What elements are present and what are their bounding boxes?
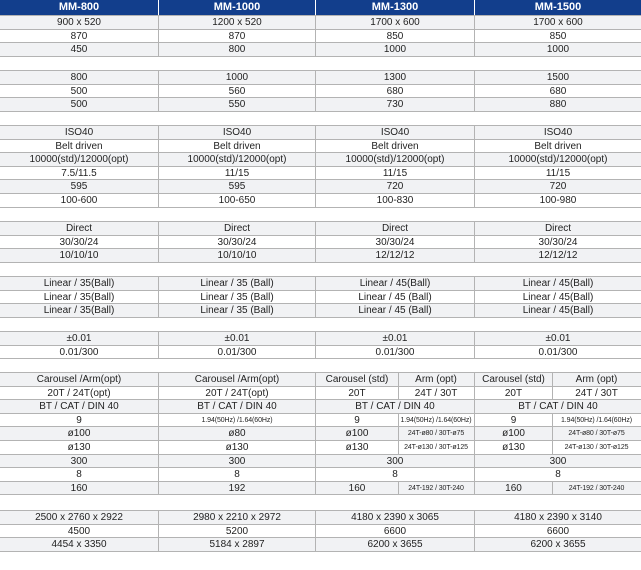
column-divider [158,511,159,552]
spec-row [0,236,641,250]
spec-cell: ø130 [225,442,249,453]
spec-cell: 850 [386,30,404,42]
spec-subcell: Arm (opt) [575,374,618,385]
spec-row [0,126,641,140]
spec-cell: 10/10/10 [217,250,257,262]
spec-subcell: 24T-ø80 / 30T-ø75 [407,430,465,438]
spec-cell: 1500 [546,72,570,83]
spec-cell: ±0.01 [382,333,408,344]
spec-cell: 12/12/12 [375,250,415,262]
column-divider [474,511,475,552]
spec-cell: 30/30/24 [217,236,257,248]
spec-cell: 5184 x 2897 [209,539,265,551]
spec-cell: 870 [228,30,246,42]
spec-cell: 850 [549,30,567,42]
spec-cell: Belt driven [371,140,419,152]
column-divider [474,373,475,495]
spec-cell: Carousel /Arm(opt) [36,374,122,385]
column-divider [474,126,475,208]
spec-cell: 0.01/300 [538,346,578,358]
spec-subcell: Carousel (std) [325,374,389,385]
spec-cell: Direct [65,223,93,234]
spec-cell: Linear / 35 (Ball) [200,305,274,317]
spec-cell: 0.01/300 [375,346,415,358]
spec-cell: 500 [70,85,88,97]
spec-cell: 10000(std)/12000(opt) [345,154,445,166]
spec-row [0,414,641,428]
spec-cell: Linear / 45 (Ball) [358,291,432,303]
spec-cell: 880 [549,99,567,111]
spec-cell: 100-600 [60,195,98,206]
group-top-rule [0,221,641,222]
spec-row [0,43,641,57]
column-divider [315,332,316,359]
column-divider [158,277,159,318]
spec-row [0,140,641,154]
spec-cell: 10000(std)/12000(opt) [29,154,129,166]
spec-cell: 11/15 [382,167,408,179]
spec-subcell: 9 [510,414,517,426]
spec-cell: 0.01/300 [59,346,99,358]
spec-row [0,249,641,263]
spec-cell: 800 [70,72,88,83]
spec-cell: 5200 [225,525,249,537]
group-top-rule [0,372,641,373]
spec-cell: 1700 x 600 [370,17,420,28]
spec-cell: Linear / 45(Ball) [522,278,594,289]
column-divider [315,511,316,552]
spec-cell: 1300 [383,72,407,83]
spec-cell: 10/10/10 [59,250,99,262]
spec-subcell: 24T / 30T [414,387,458,399]
spec-cell: ±0.01 [224,333,250,344]
model-header: MM-1500 [475,0,641,15]
spec-cell: Linear / 35 (Ball) [200,278,274,289]
spec-cell: 192 [228,482,246,494]
spec-subcell: 20T [504,387,523,399]
spec-subcell: 24T-192 / 30T-240 [408,484,464,492]
spec-cell: 0.01/300 [217,346,257,358]
column-divider [474,277,475,318]
spec-cell: 100-650 [218,195,256,206]
spec-cell: Belt driven [55,140,103,152]
spec-cell: 4180 x 2390 x 3065 [351,512,439,523]
spec-subcell: Arm (opt) [415,374,457,385]
spec-cell: 4500 [67,525,91,537]
spec-cell: 8 [555,469,561,481]
spec-row [0,511,641,525]
column-divider [315,277,316,318]
spec-cell: 12/12/12 [538,250,578,262]
column-divider [158,126,159,208]
spec-row [0,482,641,496]
spec-row [0,222,641,236]
spec-row [0,98,641,112]
spec-cell: Direct [544,223,572,234]
spec-cell: 6600 [383,525,407,537]
column-divider [315,373,316,495]
spec-cell: 30/30/24 [59,236,99,248]
spec-cell: ø100 [67,428,91,440]
spec-subcell: 9 [354,414,360,426]
spec-cell: 870 [70,30,88,42]
spec-subcell: Carousel (std) [482,374,545,385]
spec-subcell: 24T-ø130 / 30T-ø125 [564,444,629,451]
spec-row [0,455,641,469]
spec-row [0,538,641,552]
spec-cell: ISO40 [380,127,410,138]
spec-row [0,441,641,455]
column-divider [158,332,159,359]
group-top-rule [0,15,641,16]
spec-cell: Linear / 35(Ball) [43,278,115,289]
spec-cell: 730 [386,99,404,111]
spec-cell: 11/15 [224,167,250,179]
spec-cell: 1200 x 520 [212,17,262,28]
column-divider [158,373,159,495]
spec-cell: 20T / 24T(opt) [47,387,111,399]
spec-row [0,277,641,291]
spec-subcell: 20T [348,387,366,399]
spec-subcell: ø100 [345,428,369,440]
spec-row [0,180,641,194]
spec-cell: 680 [549,85,567,97]
spec-cell: 1000 [383,44,407,56]
model-header: MM-1000 [159,0,315,15]
spec-cell: 30/30/24 [538,236,578,248]
spec-row [0,427,641,441]
group-top-rule [0,510,641,511]
spec-cell: ISO40 [222,127,252,138]
group-top-rule [0,276,641,277]
spec-cell: 8 [76,469,82,481]
spec-cell: Linear / 45(Ball) [522,305,594,317]
spec-subcell: ø130 [345,442,369,453]
spec-cell: ±0.01 [66,333,92,344]
spec-subcell: 160 [348,482,366,494]
spec-cell: 100-830 [376,195,414,206]
spec-cell: 7.5/11.5 [61,167,97,179]
column-divider [474,16,475,57]
spec-cell: Direct [223,223,251,234]
spec-row [0,194,641,208]
spec-cell: 595 [70,181,88,193]
spec-cell: 300 [386,455,404,467]
spec-cell: 9 [76,414,82,426]
spec-cell: Belt driven [534,140,582,152]
spec-cell: 550 [228,99,246,111]
spec-cell: 30/30/24 [375,236,415,248]
spec-cell: BT / CAT / DIN 40 [39,401,119,413]
spec-cell: Linear / 35 (Ball) [200,291,274,303]
spec-cell: 100-980 [539,195,577,206]
spec-cell: ISO40 [543,127,573,138]
spec-subcell: 1.94(50Hz) /1.64(60Hz) [561,416,632,424]
group-top-rule [0,331,641,332]
spec-cell: 720 [386,181,404,193]
spec-cell: 300 [70,455,88,467]
spec-cell: 720 [549,181,567,193]
spec-row [0,304,641,318]
spec-subcell: ø100 [502,428,525,440]
spec-row [0,16,641,30]
spec-cell: 6200 x 3655 [367,539,423,551]
spec-subcell: 160 [505,482,522,494]
spec-cell: Linear / 35(Ball) [43,291,115,303]
column-divider [474,222,475,263]
column-divider [158,16,159,57]
spec-cell: 10000(std)/12000(opt) [187,154,287,166]
spec-row [0,332,641,346]
spec-cell: 6600 [546,525,570,537]
model-header: MM-1300 [316,0,474,15]
spec-cell: BT / CAT / DIN 40 [355,401,435,413]
spec-cell: 160 [70,482,88,494]
spec-row [0,525,641,539]
spec-subcell: 24T-ø130 / 30T-ø125 [404,444,468,451]
spec-cell: 10000(std)/12000(opt) [508,154,608,166]
column-divider [474,71,475,112]
spec-row [0,291,641,305]
spec-row [0,400,641,414]
spec-cell: 11/15 [545,167,571,179]
spec-subcell: 1.94(50Hz) /1.64(60Hz) [400,416,472,424]
spec-row [0,346,641,360]
spec-cell: Linear / 45 (Ball) [358,305,432,317]
spec-cell: 800 [228,44,246,56]
model-header: MM-800 [0,0,158,15]
spec-subcell: 24T / 30T [575,387,618,399]
spec-cell: 4454 x 3350 [51,539,107,551]
spec-cell: 2980 x 2210 x 2972 [193,512,281,523]
spec-cell: ø80 [228,428,246,440]
spec-cell: Linear / 45(Ball) [522,291,594,303]
spec-cell: 595 [228,181,246,193]
spec-row [0,153,641,167]
spec-cell: Carousel /Arm(opt) [194,374,280,385]
spec-row [0,468,641,482]
spec-cell: 900 x 520 [57,17,101,28]
column-divider [474,332,475,359]
spec-cell: 8 [234,469,240,481]
spec-cell: 1000 [546,44,570,56]
spec-cell: ISO40 [64,127,94,138]
spec-cell: ø130 [67,442,91,453]
column-divider [315,71,316,112]
spec-cell: 1.94(50Hz) /1.64(60Hz) [201,416,273,424]
column-divider [158,222,159,263]
spec-cell: 2500 x 2760 x 2922 [35,512,123,523]
spec-cell: Linear / 35(Ball) [43,305,115,317]
spec-cell: 300 [549,455,567,467]
spec-subcell: 24T-ø80 / 30T-ø75 [568,430,625,438]
spec-cell: ±0.01 [545,333,571,344]
column-divider [158,71,159,112]
spec-cell: 8 [392,469,398,481]
spec-cell: 20T / 24T(opt) [205,387,269,399]
spec-cell: Linear / 45(Ball) [359,278,431,289]
spec-cell: 300 [228,455,246,467]
spec-subcell: ø130 [502,442,525,453]
spec-row [0,71,641,85]
spec-row [0,30,641,44]
spec-cell: Direct [381,223,409,234]
spec-subcell: 24T-192 / 30T-240 [568,484,625,492]
column-divider [315,126,316,208]
spec-cell: 500 [70,99,88,111]
spec-row [0,85,641,99]
spec-row [0,167,641,181]
spec-cell: 450 [70,44,88,56]
group-top-rule [0,70,641,71]
spec-cell: Belt driven [213,140,261,152]
spec-cell: BT / CAT / DIN 40 [197,401,277,413]
spec-cell: 4180 x 2390 x 3140 [514,512,602,523]
column-divider [315,222,316,263]
spec-cell: 6200 x 3655 [530,539,586,551]
column-divider [315,16,316,57]
spec-row [0,387,641,401]
spec-cell: 1000 [225,72,249,83]
spec-cell: 560 [228,85,246,97]
spec-cell: 680 [386,85,404,97]
spec-cell: 1700 x 600 [533,17,583,28]
group-top-rule [0,125,641,126]
spec-row [0,373,641,387]
spec-cell: BT / CAT / DIN 40 [518,401,598,413]
